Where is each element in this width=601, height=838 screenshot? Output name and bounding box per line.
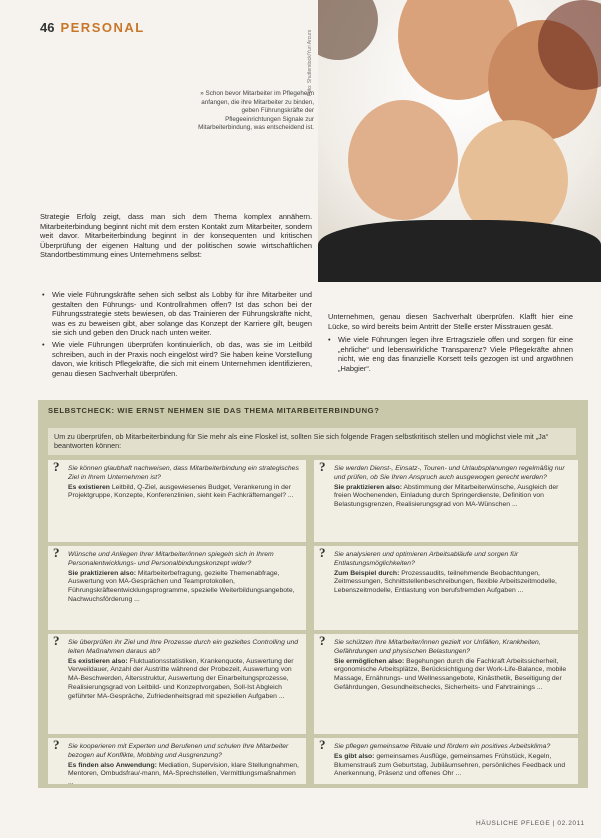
- page-footer: HÄUSLICHE PFLEGE | 02.2011: [476, 820, 585, 827]
- section-title: PERSONAL: [60, 20, 145, 35]
- article-column-2: [328, 312, 573, 378]
- card-answer: [334, 658, 572, 693]
- selfcheck-card: [314, 738, 578, 784]
- question-mark-icon: ?: [319, 737, 326, 752]
- card-answer-lead: Sie ermöglichen also:: [334, 657, 405, 665]
- selfcheck-intro: Um zu überprüfen, ob Mitarbeiterbindung für Sie mehr als eine Floskel ist, sollten Sie sich folgende Fragen selbstkritisch stellen und möglichst viele mit „Ja“ beantworten können:: [48, 428, 576, 455]
- card-answer-lead: Es gibt also:: [334, 752, 375, 760]
- card-answer: [334, 753, 572, 779]
- article-bullets: [40, 290, 312, 380]
- selfcheck-card: [48, 634, 306, 734]
- selfcheck-card: [314, 460, 578, 542]
- card-answer: [334, 484, 572, 510]
- card-answer: [334, 570, 572, 596]
- selfcheck-title: SELBSTCHECK: WIE ERNST NEHMEN SIE DAS THEMA MITARBEITERBINDUNG?: [48, 406, 380, 415]
- card-question: Sie werden Dienst-, Einsatz-, Touren- und Urlaubsplanungen regelmäßig nur und prüfen, ob Sie Ihren Anspruch auch ausgewogen gerecht werden?: [334, 465, 565, 481]
- card-answer-lead: Sie praktizieren also:: [334, 483, 402, 491]
- card-answer-text: Fluktuationsstatistiken, Krankenquote, Auswertung der Verweildauer, Anzahl der Austritte während der Probezeit, Auswertung von MA-Beschwerden, Altersstruktur, Auswertung der Einarbeitungsprozesse, Realisierungsgrad von Leitbild- und Konzeptvorgaben, Soll-Ist Abgleich geführter MA-Gespräche, Zufriedenheitsgrad mit speziellen Aufgaben ...: [68, 657, 294, 700]
- photo-credit: Foto: Shutterstock/Yuri Arcurs: [307, 29, 313, 96]
- question-mark-icon: ?: [319, 633, 326, 648]
- card-question: Sie überprüfen ihr Ziel und Ihre Prozesse durch ein gezieltes Controlling und leiten Maßnahmen daraus ab?: [68, 639, 299, 655]
- question-mark-icon: ?: [53, 737, 60, 752]
- card-answer-text: Leitbild, Q-Ziel, ausgewiesenes Budget, Verankerung in der Projektgruppe, Konzepte, Konferenzlinien, sieht kein Fachkräftemangel? ...: [68, 483, 294, 500]
- card-answer: [68, 658, 300, 702]
- photo-caption: » Schon bevor Mitarbeiter im Pflegeheim anfangen, die ihre Mitarbeiter zu binden, geben Führungskräfte der Pflegeeinrichtungen Signale zur Mitarbeiterbindung, was entscheidend ist.: [198, 90, 314, 132]
- card-question: Sie schützen Ihre Mitarbeiter/innen gezielt vor Unfällen, Krankheiten, Gefährdungen und physischen Belastungen?: [334, 639, 541, 655]
- card-question: Sie analysieren und optimieren Arbeitsabläufe und sorgen für Entlastungsmöglichkeiten?: [334, 551, 519, 567]
- page-header: [40, 20, 145, 35]
- question-mark-icon: ?: [53, 459, 60, 474]
- question-mark-icon: ?: [319, 545, 326, 560]
- selfcheck-card: [48, 546, 306, 630]
- card-question: Sie können glaubhaft nachweisen, dass Mitarbeiterbindung ein strategisches Ziel in Ihrem Unternehmen ist?: [68, 465, 299, 481]
- card-answer-text: Mitarbeiterbefragung, gezielte Themenabfrage, Auswertung von MA-Gesprächen und Teamprotokollen, Führungskräfteentwicklungsprogramme, spezielle Weiterbildungsangebote, Nachwuchsförderung ...: [68, 569, 295, 603]
- page-number: 46: [40, 20, 55, 35]
- card-answer-text: Abstimmung der Mitarbeiterwünsche, Ausgleich der freien Wochenenden, Einladung durch Springerdienste, Definition von Belastungsgrenzen, Realisierungsgrad von MA-Wünschen ...: [334, 483, 559, 509]
- card-question: Sie pflegen gemeinsame Rituale und fördern ein positives Arbeitsklima?: [334, 743, 551, 750]
- selfcheck-card: [314, 546, 578, 630]
- col2-paragraph: Unternehmen, genau diesen Sachverhalt überprüfen. Klafft hier eine Lücke, so wird bereits beim Antritt der Stelle erster Misstrauen gesät.: [328, 312, 573, 331]
- group-photo: [318, 0, 601, 282]
- card-answer: [68, 484, 300, 502]
- card-answer-lead: Zum Beispiel durch:: [334, 569, 400, 577]
- selfcheck-box: [38, 400, 588, 788]
- card-question: Wünsche und Anliegen Ihrer Mitarbeiter/innen spiegeln sich in Ihrem Personalentwicklungs- und Personalbindungskonzept wider?: [68, 551, 274, 567]
- card-answer-lead: Es existieren: [68, 483, 110, 491]
- selfcheck-card: [48, 737, 306, 787]
- question-mark-icon: ?: [53, 545, 60, 560]
- bullet-item: • Wie viele Führungen überprüfen kontinuierlich, ob das, was sie im Leitbild schreiben, auch in der Praxis noch eingelöst wird? Sie haben keine Vorstellung davon, wie kritisch Pflegekräfte, die sich mit einem Unternehmen identifizieren, genau diesen Sachverhalt überprüfen.: [40, 340, 312, 378]
- selfcheck-card: [48, 460, 306, 542]
- question-mark-icon: ?: [319, 459, 326, 474]
- card-answer-text: Begehungen durch die Fachkraft Arbeitssicherheit, ergonomische Arbeitsplätze, Berücksichtigung der Work-Life-Balance, mobile Massage, Ernährungs- und Wellnessangebote, Kinästhetik, Beseitigung der Gefährdungen, Gesundheitschecks, Sicherheits- und Fahrtrainings ...: [334, 657, 567, 691]
- card-answer-lead: Sie praktizieren also:: [68, 569, 136, 577]
- card-answer-lead: Es finden also Anwendung:: [68, 761, 157, 769]
- card-question: Sie kooperieren mit Experten und Berufenen und schulen Ihre Mitarbeiter bezogen auf Konflikte, Mobbing und Ausgrenzung?: [68, 743, 289, 759]
- selfcheck-card: [314, 634, 578, 734]
- article-intro: [40, 212, 312, 264]
- question-mark-icon: ?: [53, 633, 60, 648]
- card-answer: [68, 570, 300, 605]
- card-answer-text: Prozessaudits, teilnehmende Beobachtungen, Zeitmessungen, Schnittstellenbeschreibungen, flexible Arbeitszeitmodelle, Lebenszeitmodelle, Entlastung von berufsfremden Aufgaben ...: [334, 569, 557, 595]
- card-answer-text: Mediation, Supervision, klare Stellungnahmen, Mentoren, Ombudsfrau/-mann, MA-Sprechstellen, Vermittlungsmaßnahmen ...: [68, 761, 299, 787]
- card-answer: [68, 762, 300, 788]
- card-answer-lead: Es existieren also:: [68, 657, 128, 665]
- card-answer-text: gemeinsames Ausflüge, gemeinsames Frühstück, Kegeln, Blumenstrauß zum Geburtstag, Jubiläumsehren, persönliches Feedback und Anerkennung, Präsenz und offenes Ohr ...: [334, 752, 566, 778]
- bullet-item: • Wie viele Führungskräfte sehen sich selbst als Lobby für ihre Mitarbeiter und gestalten den Führungs- und Kontrollrahmen offen? Ist das schon bei der Führungsstrategie stets bewiesen, ob das Trainieren der Führungskräfte nicht, was es zu beweisen gibt, aber solange das Konzept der Karriere gilt, beugen sie sich und geben den Druck nach unten weiter.: [40, 290, 312, 338]
- col2-bullet: • Wie viele Führungen legen ihre Ertragsziele offen und sorgen für eine „ehrliche“ und lebenswirkliche Transparenz? Viele Pflegekräfte ahnen nicht, wie eng das finanzielle Korsett teils gezogen ist und argwöhnen „Habgier“.: [328, 335, 573, 373]
- intro-paragraph: Strategie Erfolg zeigt, dass man sich dem Thema komplex annähern. Mitarbeiterbindung beginnt nicht mit dem ersten Kontakt zum Mitarbeiter, sondern weit davor. Mitarbeiterbindung beginnt in der konsequenten und kritischen Überprüfung der eigenen Haltung und der politischen sowie wirtschaftlichen Standortbestimmung eines Unternehmens selbst:: [40, 212, 312, 260]
